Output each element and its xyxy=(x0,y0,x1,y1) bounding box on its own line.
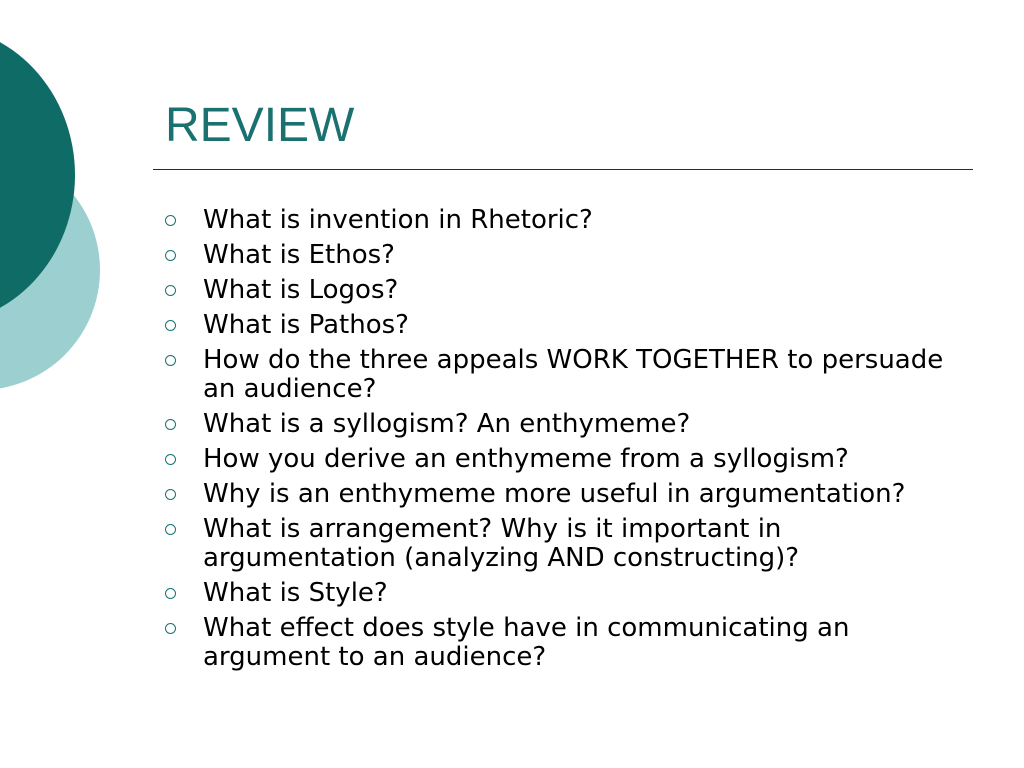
bullet-text: Why is an enthymeme more useful in argumentation? xyxy=(203,479,906,509)
bullet-text: What is invention in Rhetoric? xyxy=(203,205,593,235)
bullet-text: What effect does style have in communicating an argument to an audience? xyxy=(203,613,850,672)
bullet-circle-icon xyxy=(165,215,176,226)
list-item xyxy=(164,445,964,474)
list-item xyxy=(164,410,964,439)
bullet-circle-icon xyxy=(165,419,176,430)
bullet-circle-icon xyxy=(165,623,176,634)
list-item xyxy=(164,276,964,305)
list-item xyxy=(164,480,964,509)
bullet-text: What is arrangement? Why is it important in argumentation (analyzing AND constructing)? xyxy=(203,514,800,573)
list-item xyxy=(164,346,964,404)
list-item xyxy=(164,311,964,340)
bullet-text: What is Pathos? xyxy=(203,310,409,340)
list-item xyxy=(164,614,964,672)
title-divider xyxy=(153,169,973,170)
bullet-text: What is Logos? xyxy=(203,275,399,305)
bullet-text: What is Ethos? xyxy=(203,240,395,270)
list-item xyxy=(164,579,964,608)
bullet-circle-icon xyxy=(165,524,176,535)
bullet-list xyxy=(164,206,964,678)
list-item xyxy=(164,515,964,573)
list-item xyxy=(164,206,964,235)
bullet-circle-icon xyxy=(165,489,176,500)
slide-title: REVIEW xyxy=(165,99,355,152)
bullet-text: How you derive an enthymeme from a syllogism? xyxy=(203,444,849,474)
bullet-text: How do the three appeals WORK TOGETHER to persuade an audience? xyxy=(203,345,944,404)
bullet-circle-icon xyxy=(165,355,176,366)
bullet-text: What is a syllogism? An enthymeme? xyxy=(203,409,691,439)
list-item xyxy=(164,241,964,270)
bullet-text: What is Style? xyxy=(203,578,388,608)
bullet-circle-icon xyxy=(165,320,176,331)
bullet-circle-icon xyxy=(165,250,176,261)
bullet-circle-icon xyxy=(165,285,176,296)
bullet-circle-icon xyxy=(165,454,176,465)
bullet-circle-icon xyxy=(165,588,176,599)
